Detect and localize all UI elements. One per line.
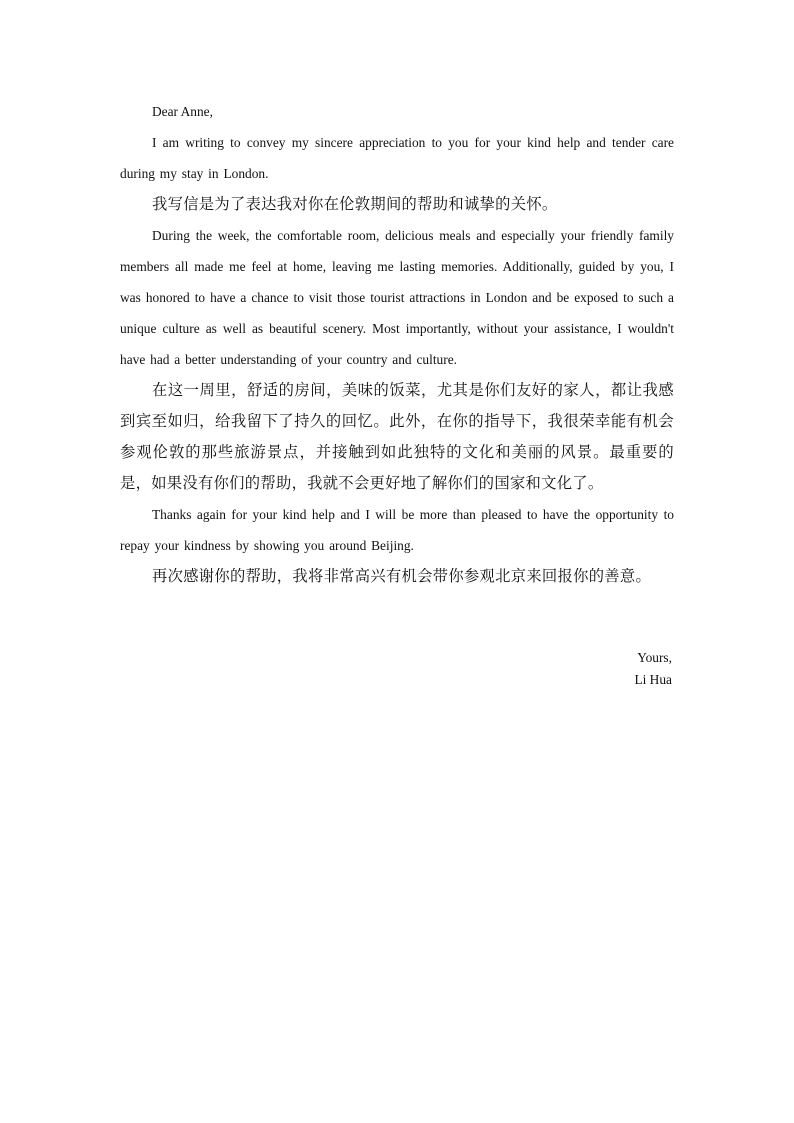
letter-closing-block <box>472 647 672 691</box>
paragraph-appreciation-zh: 我写信是为了表达我对你在伦敦期间的帮助和诚挚的关怀。 <box>152 195 558 213</box>
letter-greeting: Dear Anne, <box>152 104 213 119</box>
letter-closing: Yours, <box>637 650 672 665</box>
paragraph-appreciation-en: I am writing to convey my sincere appreciation to you for your kind help and tender care during my stay in London. <box>120 135 674 181</box>
paragraph-thanks-en: Thanks again for your kind help and I will be more than pleased to have the opportunity to repay your kindness by showing you around Beijing. <box>120 507 674 553</box>
letter-signature: Li Hua <box>634 672 672 687</box>
paragraph-thanks-zh: 再次感谢你的帮助，我将非常高兴有机会带你参观北京来回报你的善意。 <box>152 567 652 585</box>
letter-body <box>120 96 674 592</box>
paragraph-experience-zh: 在这一周里，舒适的房间，美味的饭菜，尤其是你们友好的家人，都让我感到宾至如归，给我留下了持久的回忆。此外，在你的指导下，我很荣幸能有机会参观伦敦的那些旅游景点，并接触到如此独特的文化和美丽的风景。最重要的是，如果没有你们的帮助，我就不会更好地了解你们的国家和文化了。 <box>120 381 674 492</box>
paragraph-experience-en: During the week, the comfortable room, delicious meals and especially your friendly family members all made me feel at home, leaving me lasting memories. Additionally, guided by you, I was honored to have a chance to visit those tourist attractions in London and be exposed to such a unique culture as well as beautiful scenery. Most importantly, without your assistance, I wouldn't have had a better understanding of your country and culture. <box>120 228 674 367</box>
